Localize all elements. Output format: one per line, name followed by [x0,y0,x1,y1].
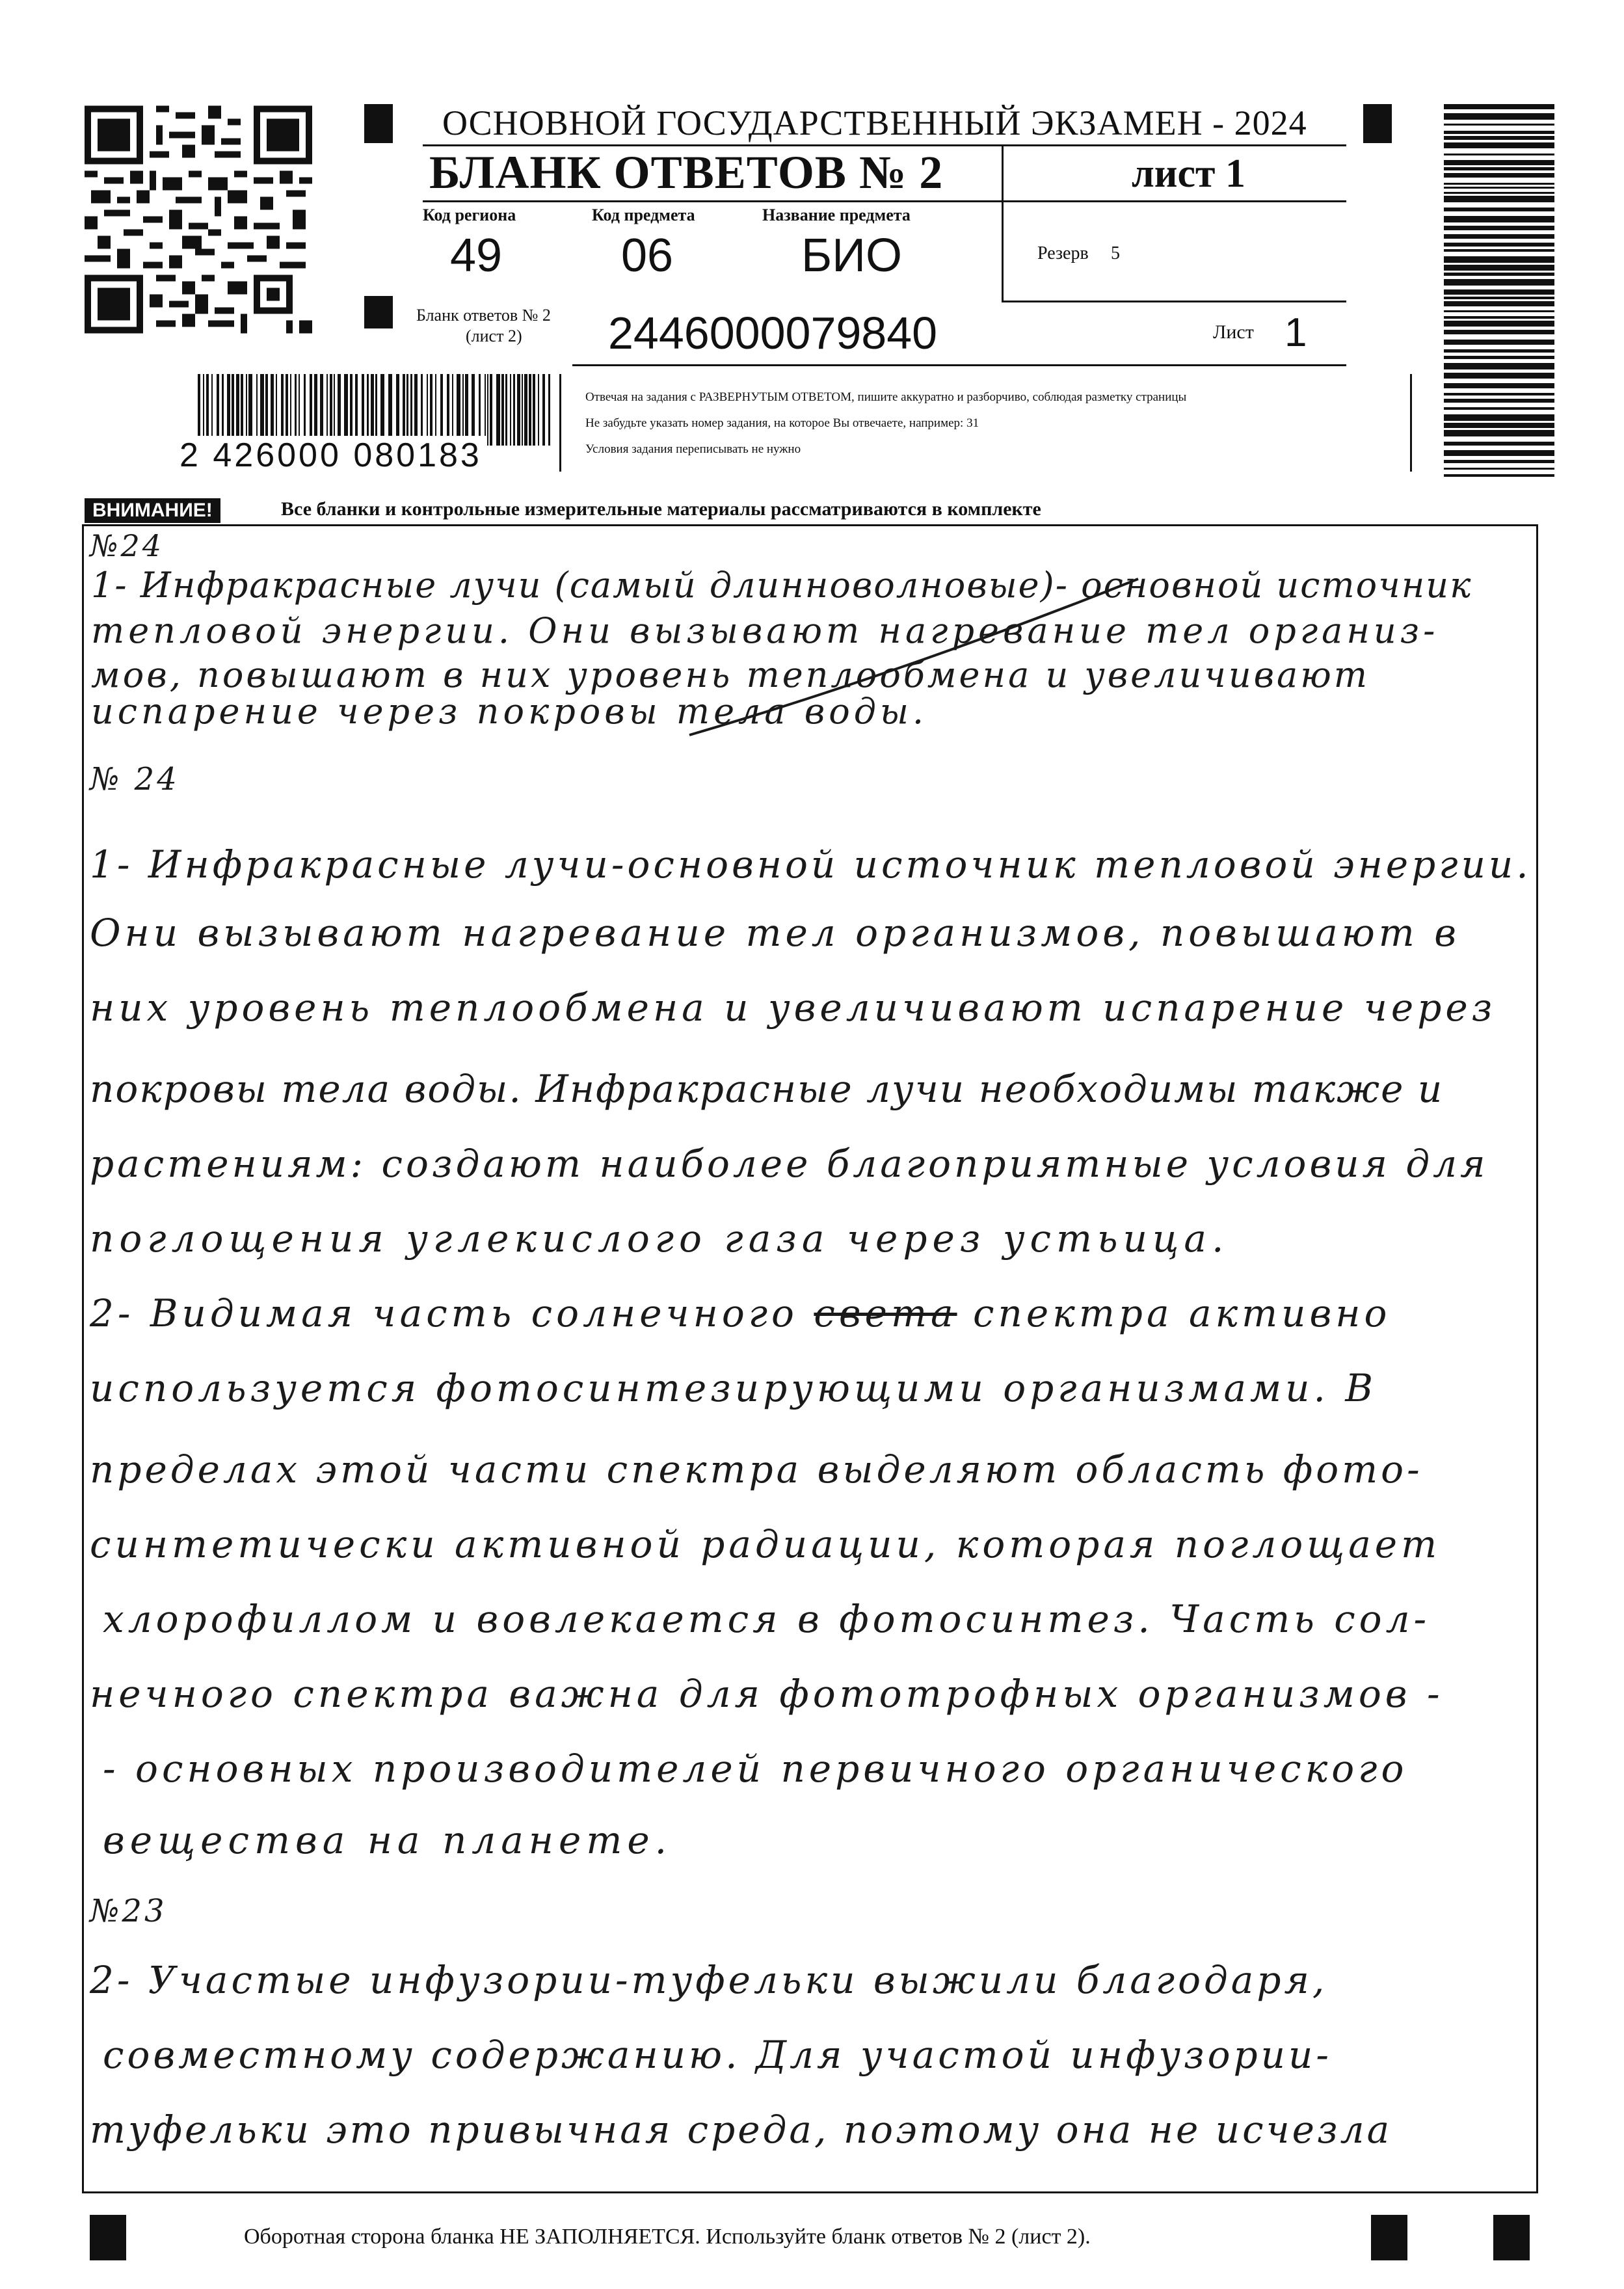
region-code-value: 49 [450,230,503,282]
form-ref-sub: (лист 2) [466,327,522,345]
instruction-line-1: Отвечая на задания с РАЗВЕРНУТЫМ ОТВЕТОМ, пишите аккуратно и разборчиво, соблюдая разметку страницы [585,390,1187,404]
answer-line: вещества на планете. [103,1818,672,1862]
answer-line: совместному содержанию. Для участой инфузории- [103,2033,1332,2077]
crossed-line: №24 [90,528,165,563]
answer-line: туфельки это привычная среда, поэтому она не исчезла [90,2108,1392,2152]
cross-out-stroke [390,559,1366,742]
subject-code-label: Код предмета [592,206,695,224]
registration-mark-bottom-left [90,2215,126,2260]
answer-line: поглощения углекислого газа через устьица. [90,1216,1229,1261]
warning-text: Все бланки и контрольные измерительные материалы рассматриваются в комплекте [281,498,1041,520]
answer-line: покровы тела воды. Инфракрасные лучи необходимы также и [90,1067,1444,1111]
warning-badge: ВНИМАНИЕ! [85,498,220,523]
answer-line: растениям: создают наиболее благоприятные условия для [90,1142,1489,1186]
subject-name-label: Название предмета [762,206,911,224]
answer-line [90,1291,1391,1335]
answer-line: Они вызывают нагревание тел организмов, повышают в [90,911,1460,955]
sheet-value: 1 [1285,310,1307,355]
crossed-line: 1- Инфракрасные лучи (самый длинноволновые)- основной источник [91,565,1472,606]
subject-name-value: БИО [801,230,903,282]
answer-line: используется фотосинтезирующими организмами. В [90,1366,1377,1410]
registration-mark-top-left [364,104,393,143]
form-number: 2446000079840 [608,308,938,358]
registration-mark-top-right [1363,104,1392,143]
crossed-line: мов, повышают в них уровень теплообмена и увеличивают [91,654,1370,695]
barcode-number: 2 426000 080183 [176,436,486,475]
barcode-right-bracket [559,374,561,472]
crossed-line: тепловой энергии. Они вызывают нагревание тел организ- [91,610,1439,651]
form-title: БЛАНК ОТВЕТОВ № 2 [429,146,944,198]
answer-line: синтетически активной радиации, которая поглощает [90,1522,1441,1566]
answer-line: хлорофиллом и вовлекается в фотосинтез. Часть сол- [103,1597,1431,1641]
answer-line: них уровень теплообмена и увеличивают испарение через [90,985,1497,1030]
answer-line: №23 [90,1893,167,1929]
sheet-label: Лист [1213,321,1254,343]
answer-line-start: 2- Видимая часть солнечного [90,1291,814,1335]
region-code-label: Код региона [423,206,516,224]
footer-note: Оборотная сторона бланка НЕ ЗАПОЛНЯЕТСЯ. Используйте бланк ответов № 2 (лист 2). [244,2225,1091,2249]
answer-line: нечного спектра важна для фототрофных организмов - [90,1672,1444,1716]
form-ref-label: Бланк ответов № 2 [416,306,551,325]
instruction-line-3: Условия задания переписывать не нужно [585,442,801,456]
answer-line-end: спектра активно [957,1291,1391,1335]
reserve-value: 5 [1111,243,1120,263]
header-divider-vertical [1002,144,1004,301]
reserve-label: Резерв [1037,243,1089,263]
answer-line: № 24 [90,761,180,797]
registration-mark-bottom-mid [1371,2215,1407,2260]
instruction-right-bracket [1410,374,1412,472]
codes-row-underline [1002,301,1346,302]
crossed-line: испарение через покровы тела воды. [91,691,928,732]
registration-mark-bottom-right [1493,2215,1530,2260]
sheet-title: лист 1 [1132,152,1245,196]
answer-line: пределах этой части спектра выделяют область фото- [90,1447,1423,1492]
answer-line: 2- Участые инфузории-туфельки выжили благодаря, [90,1958,1328,2002]
registration-mark-mid-left [364,296,393,328]
struck-word: света [814,1291,957,1335]
form-number-underline [572,364,1346,366]
answer-area[interactable] [82,524,1538,2193]
form-title-underline [423,200,1346,202]
answer-line: - основных производителей первичного органического [103,1747,1408,1791]
qr-code-icon [85,104,312,335]
instruction-line-2: Не забудьте указать номер задания, на которое Вы отвечаете, например: 31 [585,416,979,430]
vertical-barcode-icon [1444,104,1554,478]
exam-title: ОСНОВНОЙ ГОСУДАРСТВЕННЫЙ ЭКЗАМЕН - 2024 [442,103,1307,142]
subject-code-value: 06 [621,230,674,282]
answer-line: 1- Инфракрасные лучи-основной источник тепловой энергии. [90,842,1532,887]
